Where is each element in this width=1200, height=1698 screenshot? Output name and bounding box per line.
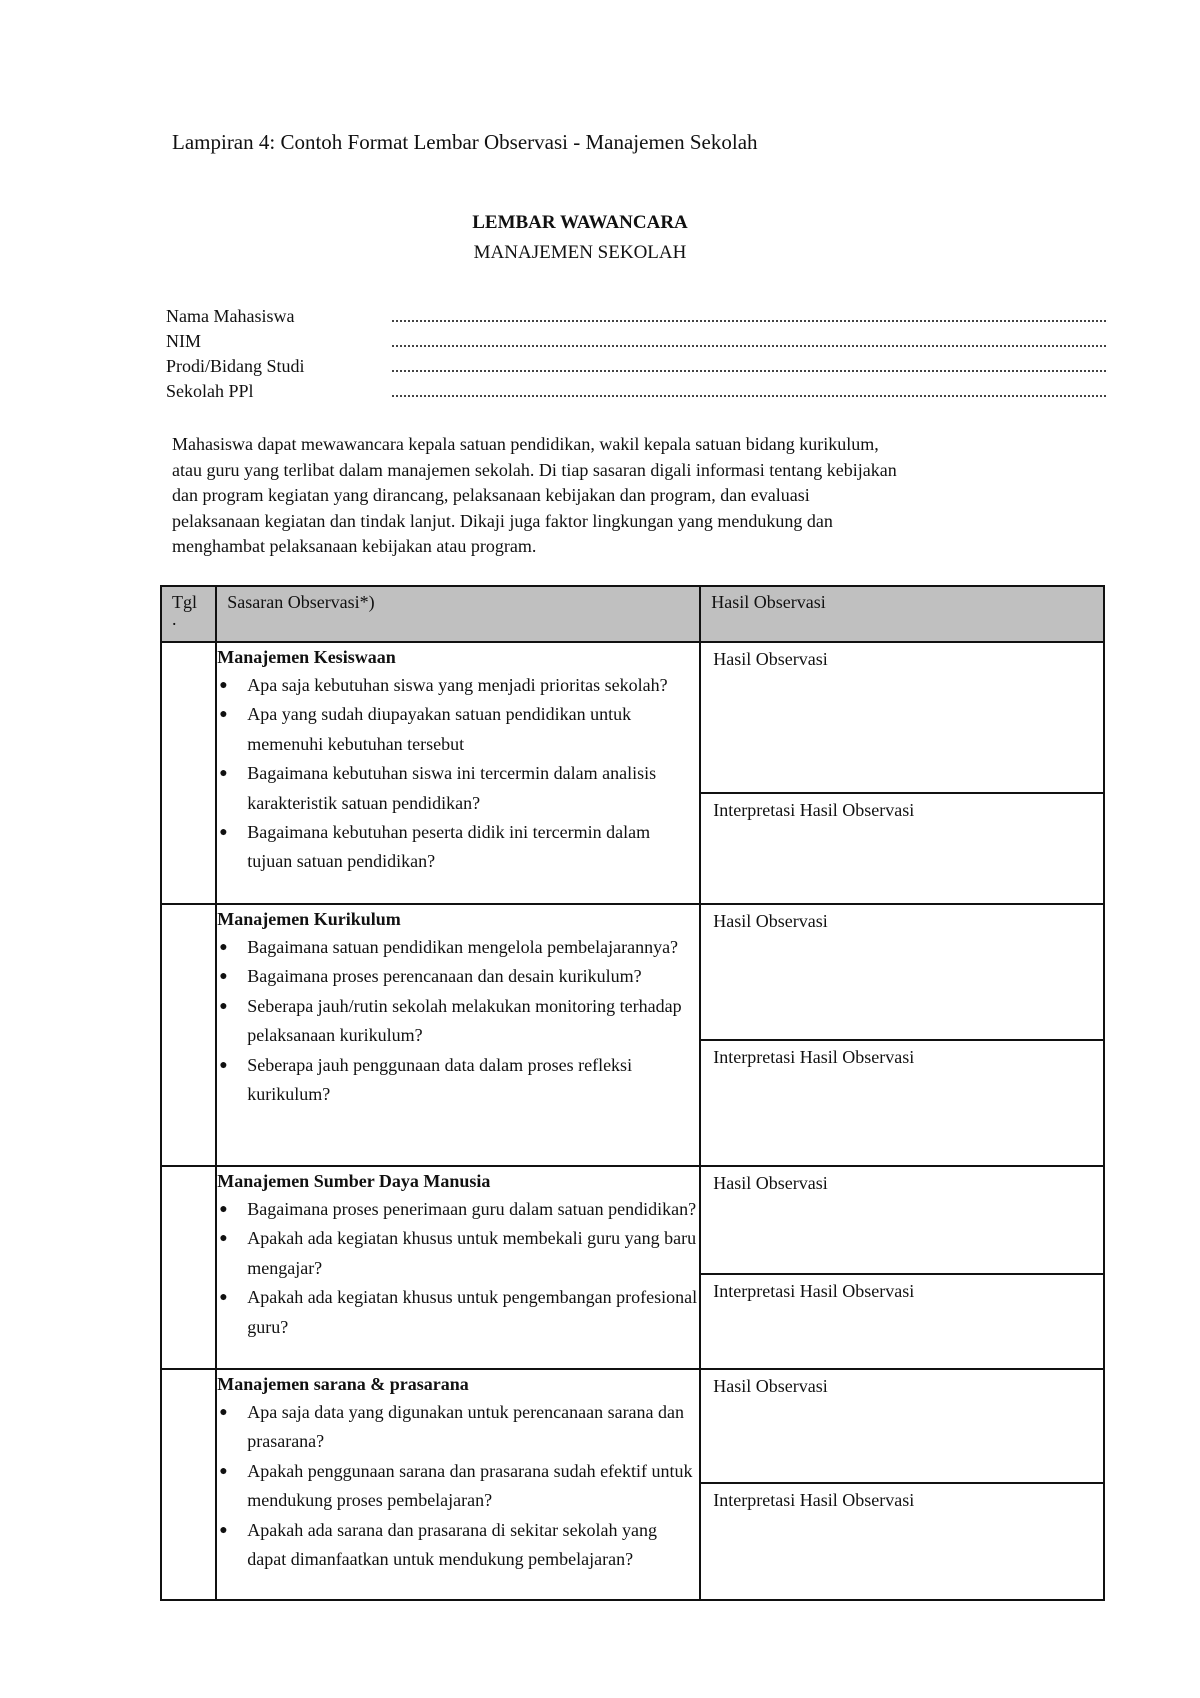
hasil-cell	[700, 642, 1104, 904]
list-item: ● Seberapa jauh/rutin sekolah melakukan monitoring terhadap pelaksanaan kurikulum?	[217, 992, 699, 1051]
intro-line: atau guru yang terlibat dalam manajemen sekolah. Di tiap sasaran digali informasi tentang kebijakan	[172, 459, 897, 480]
header-tgl	[161, 586, 216, 642]
interpretasi-label: Interpretasi Hasil Observasi	[713, 800, 915, 820]
question-list	[217, 671, 699, 877]
sasaran-cell	[216, 904, 700, 1166]
list-item: ● Bagaimana proses penerimaan guru dalam satuan pendidikan?	[217, 1195, 699, 1224]
list-item: ● Apakah ada kegiatan khusus untuk membekali guru yang baru mengajar?	[217, 1224, 699, 1283]
question-list	[217, 1195, 699, 1342]
nama-fill-line[interactable]	[392, 306, 1106, 322]
prodi-fill-line[interactable]	[392, 356, 1106, 372]
header-sasaran-label: Sasaran Observasi*)	[227, 592, 375, 612]
hasil-observasi-label: Hasil Observasi	[713, 649, 828, 669]
list-item: ● Apakah ada kegiatan khusus untuk pengembangan profesional guru?	[217, 1283, 699, 1342]
interpretasi-label: Interpretasi Hasil Observasi	[713, 1281, 915, 1301]
section-title: Manajemen Kurikulum	[217, 909, 401, 929]
header-tgl-dot: .	[172, 609, 177, 629]
document-caption: Lampiran 4: Contoh Format Lembar Observasi - Manajemen Sekolah	[172, 130, 758, 154]
info-row-prodi	[166, 352, 1106, 377]
sasaran-cell	[216, 1166, 700, 1369]
interpretasi-label: Interpretasi Hasil Observasi	[713, 1047, 915, 1067]
sasaran-cell	[216, 1369, 700, 1600]
hasil-observasi-label: Hasil Observasi	[713, 1376, 828, 1396]
info-label: Prodi/Bidang Studi	[166, 356, 305, 376]
info-label: Nama Mahasiswa	[166, 306, 295, 326]
header-hasil	[700, 586, 1104, 642]
student-info-block	[166, 302, 1106, 402]
intro-line: pelaksanaan kegiatan dan tindak lanjut. Dikaji juga faktor lingkungan yang mendukung dan	[172, 510, 833, 531]
interpretasi-label: Interpretasi Hasil Observasi	[713, 1490, 915, 1510]
info-label: NIM	[166, 331, 201, 351]
info-label: Sekolah PPl	[166, 381, 254, 401]
hasil-observasi-label: Hasil Observasi	[713, 1173, 828, 1193]
interpretasi-box[interactable]	[701, 1041, 1103, 1165]
hasil-observasi-box[interactable]	[701, 1167, 1103, 1275]
form-subtitle: MANAJEMEN SEKOLAH	[473, 242, 687, 263]
tgl-cell[interactable]	[161, 642, 216, 904]
section-title: Manajemen Kesiswaan	[217, 647, 396, 667]
table-row	[161, 1369, 1104, 1600]
intro-line: menghambat pelaksanaan kebijakan atau program.	[172, 536, 537, 556]
hasil-cell	[700, 1369, 1104, 1600]
hasil-cell	[700, 1166, 1104, 1369]
hasil-observasi-label: Hasil Observasi	[713, 911, 828, 931]
list-item: ● Bagaimana kebutuhan peserta didik ini tercermin dalam tujuan satuan pendidikan?	[217, 818, 699, 877]
info-row-nim	[166, 327, 1106, 352]
interpretasi-box[interactable]	[701, 1275, 1103, 1368]
table-header-row	[161, 586, 1104, 642]
list-item: ● Apakah ada sarana dan prasarana di sekitar sekolah yang dapat dimanfaatkan untuk mendukung pembelajaran?	[217, 1516, 699, 1575]
info-row-sekolah	[166, 377, 1106, 402]
list-item: ● Seberapa jauh penggunaan data dalam proses refleksi kurikulum?	[217, 1051, 699, 1110]
question-list	[217, 1398, 699, 1574]
intro-line: Mahasiswa dapat mewawancara kepala satuan pendidikan, wakil kepala satuan bidang kurikulum,	[172, 434, 879, 454]
observation-table	[160, 585, 1105, 1601]
list-item: ● Apakah penggunaan sarana dan prasarana sudah efektif untuk mendukung proses pembelajaran?	[217, 1457, 699, 1516]
form-title: LEMBAR WAWANCARA	[472, 212, 688, 233]
sekolah-fill-line[interactable]	[392, 381, 1106, 397]
tgl-cell[interactable]	[161, 1166, 216, 1369]
header-hasil-label: Hasil Observasi	[711, 592, 826, 612]
table-row	[161, 904, 1104, 1166]
list-item: ● Apa yang sudah diupayakan satuan pendidikan untuk memenuhi kebutuhan tersebut	[217, 700, 699, 759]
header-sasaran	[216, 586, 700, 642]
section-title: Manajemen sarana & prasarana	[217, 1374, 469, 1394]
list-item: ● Apa saja kebutuhan siswa yang menjadi prioritas sekolah?	[217, 671, 699, 700]
hasil-observasi-box[interactable]	[701, 643, 1103, 794]
table-row	[161, 1166, 1104, 1369]
info-row-nama	[166, 302, 1106, 327]
tgl-cell[interactable]	[161, 904, 216, 1166]
interpretasi-box[interactable]	[701, 794, 1103, 903]
hasil-observasi-box[interactable]	[701, 1370, 1103, 1484]
list-item: ● Bagaimana proses perencanaan dan desain kurikulum?	[217, 962, 699, 991]
section-title: Manajemen Sumber Daya Manusia	[217, 1171, 491, 1191]
header-tgl-label: Tgl	[172, 592, 197, 612]
interpretasi-box[interactable]	[701, 1484, 1103, 1599]
intro-paragraph	[172, 432, 1082, 560]
question-list	[217, 933, 699, 1109]
table-row	[161, 642, 1104, 904]
hasil-observasi-box[interactable]	[701, 905, 1103, 1041]
list-item: ● Apa saja data yang digunakan untuk perencanaan sarana dan prasarana?	[217, 1398, 699, 1457]
tgl-cell[interactable]	[161, 1369, 216, 1600]
sasaran-cell	[216, 642, 700, 904]
hasil-cell	[700, 904, 1104, 1166]
list-item: ● Bagaimana satuan pendidikan mengelola pembelajarannya?	[217, 933, 699, 962]
list-item: ● Bagaimana kebutuhan siswa ini tercermin dalam analisis karakteristik satuan pendidikan?	[217, 759, 699, 818]
nim-fill-line[interactable]	[392, 331, 1106, 347]
intro-line: dan program kegiatan yang dirancang, pelaksanaan kebijakan dan program, dan evaluasi	[172, 485, 810, 505]
